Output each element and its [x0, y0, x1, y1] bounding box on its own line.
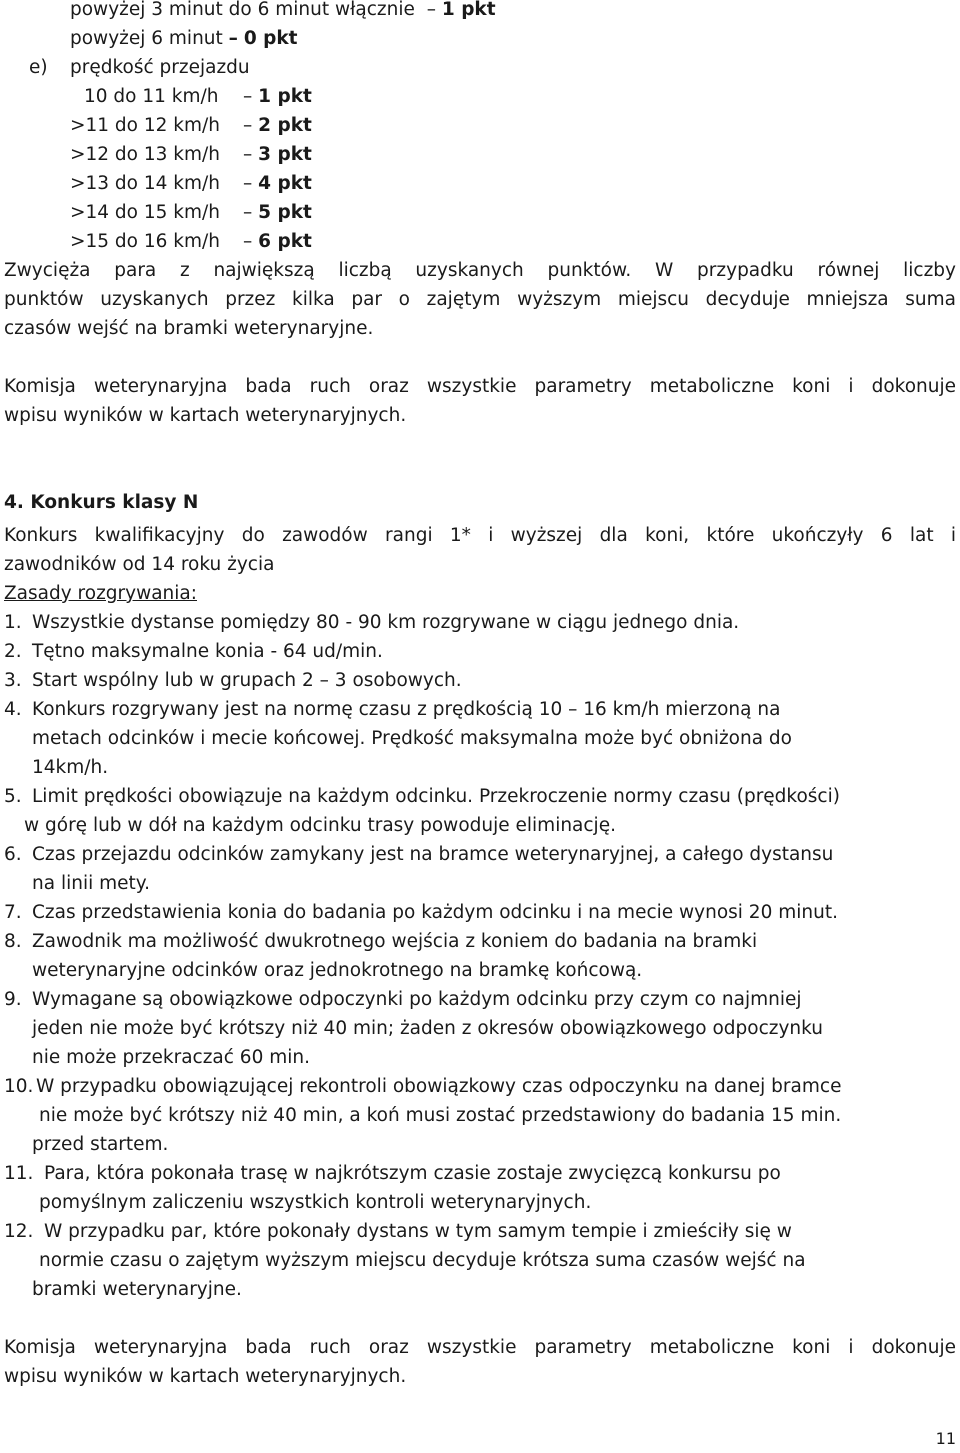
paragraph-line: punktów uzyskanych przez kilka par o zajętym wyższym miejscu decyduje mniejsza suma — [4, 289, 956, 310]
rule-line: Konkurs rozgrywany jest na normę czasu z prędkością 10 – 16 km/h mierzoną na — [32, 699, 781, 720]
rule-line: Start wspólny lub w grupach 2 – 3 osobowych. — [32, 670, 462, 691]
page-number: 11 — [935, 1429, 956, 1448]
rule-line: bramki weterynaryjne. — [32, 1279, 242, 1300]
paragraph-line: Komisja weterynaryjna bada ruch oraz wszystkie parametry metaboliczne koni i dokonuje — [4, 1337, 956, 1358]
rule-line: weterynaryjne odcinków oraz jednokrotnego na bramkę końcową. — [32, 960, 643, 981]
rule-line: nie może być krótszy niż 40 min, a koń musi zostać przedstawiony do badania 15 min. — [39, 1105, 842, 1126]
speed-range: >11 do 12 km/h — [70, 115, 220, 136]
rule-line: Para, która pokonała trasę w najkrótszym czasie zostaje zwycięzcą konkursu po — [44, 1163, 781, 1184]
rule-number: 7. — [4, 902, 22, 923]
rule-line: 14km/h. — [32, 757, 109, 778]
rule-line: przed startem. — [32, 1134, 169, 1155]
rule-line: normie czasu o zajętym wyższym miejscu decyduje krótsza suma czasów wejść na — [39, 1250, 806, 1271]
section-title: prędkość przejazdu — [70, 57, 250, 78]
rule-line: w górę lub w dół na każdym odcinku trasy powoduje eliminację. — [24, 815, 616, 836]
rule-number: 2. — [4, 641, 22, 662]
speed-points: – 4 pkt — [243, 173, 312, 194]
rule-line: metach odcinków i mecie końcowej. Prędkość maksymalna może być obniżona do — [32, 728, 792, 749]
rule-line: W przypadku par, które pokonały dystans w tym samym tempie i zmieściły się w — [44, 1221, 792, 1242]
speed-points: – 6 pkt — [243, 231, 312, 252]
rule-number: 5. — [4, 786, 22, 807]
rule-line: Wszystkie dystanse pomiędzy 80 - 90 km rozgrywane w ciągu jednego dnia. — [32, 612, 740, 633]
rule-line: nie może przekraczać 60 min. — [32, 1047, 310, 1068]
speed-range: >12 do 13 km/h — [70, 144, 220, 165]
rule-line: na linii mety. — [32, 873, 150, 894]
rule-line: Zawodnik ma możliwość dwukrotnego wejścia z koniem do badania na bramki — [32, 931, 758, 952]
rule-number: 10. — [4, 1076, 34, 1097]
paragraph-line: wpisu wyników w kartach weterynaryjnych. — [4, 1366, 407, 1387]
rule-number: 11. — [4, 1163, 34, 1184]
rule-line: Wymagane są obowiązkowe odpoczynki po każdym odcinku przy czym co najmniej — [32, 989, 802, 1010]
rule-line: Czas przejazdu odcinków zamykany jest na bramce weterynaryjnej, a całego dystansu — [32, 844, 834, 865]
list-item: powyżej 6 minut – 0 pkt — [70, 28, 298, 49]
rule-line: pomyślnym zaliczeniu wszystkich kontroli weterynaryjnych. — [39, 1192, 592, 1213]
paragraph-line: zawodników od 14 roku życia — [4, 554, 275, 575]
paragraph-line: Zwycięża para z największą liczbą uzyskanych punktów. W przypadku równej liczby — [4, 260, 956, 281]
rules-heading: Zasady rozgrywania: — [4, 583, 197, 604]
speed-points: – 2 pkt — [243, 115, 312, 136]
paragraph-line: wpisu wyników w kartach weterynaryjnych. — [4, 405, 407, 426]
rule-number: 1. — [4, 612, 22, 633]
rule-number: 3. — [4, 670, 22, 691]
speed-range: 10 do 11 km/h — [84, 86, 219, 107]
paragraph-line: Konkurs kwalifikacyjny do zawodów rangi 1* i wyższej dla koni, które ukończyły 6 lat i — [4, 525, 956, 546]
rule-number: 4. — [4, 699, 22, 720]
rule-number: 9. — [4, 989, 22, 1010]
speed-points: – 3 pkt — [243, 144, 312, 165]
paragraph-line: czasów wejść na bramki weterynaryjne. — [4, 318, 374, 339]
speed-range: >15 do 16 km/h — [70, 231, 220, 252]
rule-line: jeden nie może być krótszy niż 40 min; żaden z okresów obowiązkowego odpoczynku — [32, 1018, 824, 1039]
rule-number: 12. — [4, 1221, 34, 1242]
speed-range: >13 do 14 km/h — [70, 173, 220, 194]
paragraph-line: Komisja weterynaryjna bada ruch oraz wszystkie parametry metaboliczne koni i dokonuje — [4, 376, 956, 397]
rule-number: 6. — [4, 844, 22, 865]
speed-points: – 1 pkt — [243, 86, 312, 107]
rule-number: 8. — [4, 931, 22, 952]
speed-range: >14 do 15 km/h — [70, 202, 220, 223]
section-heading: 4. Konkurs klasy N — [4, 492, 199, 513]
speed-points: – 5 pkt — [243, 202, 312, 223]
list-item: powyżej 3 minut do 6 minut włącznie – 1 pkt — [70, 0, 496, 20]
rule-line: W przypadku obowiązującej rekontroli obowiązkowy czas odpoczynku na danej bramce — [36, 1076, 842, 1097]
rule-line: Limit prędkości obowiązuje na każdym odcinku. Przekroczenie normy czasu (prędkości) — [32, 786, 840, 807]
section-marker: e) — [29, 57, 48, 78]
rule-line: Czas przedstawienia konia do badania po każdym odcinku i na mecie wynosi 20 minut. — [32, 902, 838, 923]
rule-line: Tętno maksymalne konia - 64 ud/min. — [32, 641, 383, 662]
